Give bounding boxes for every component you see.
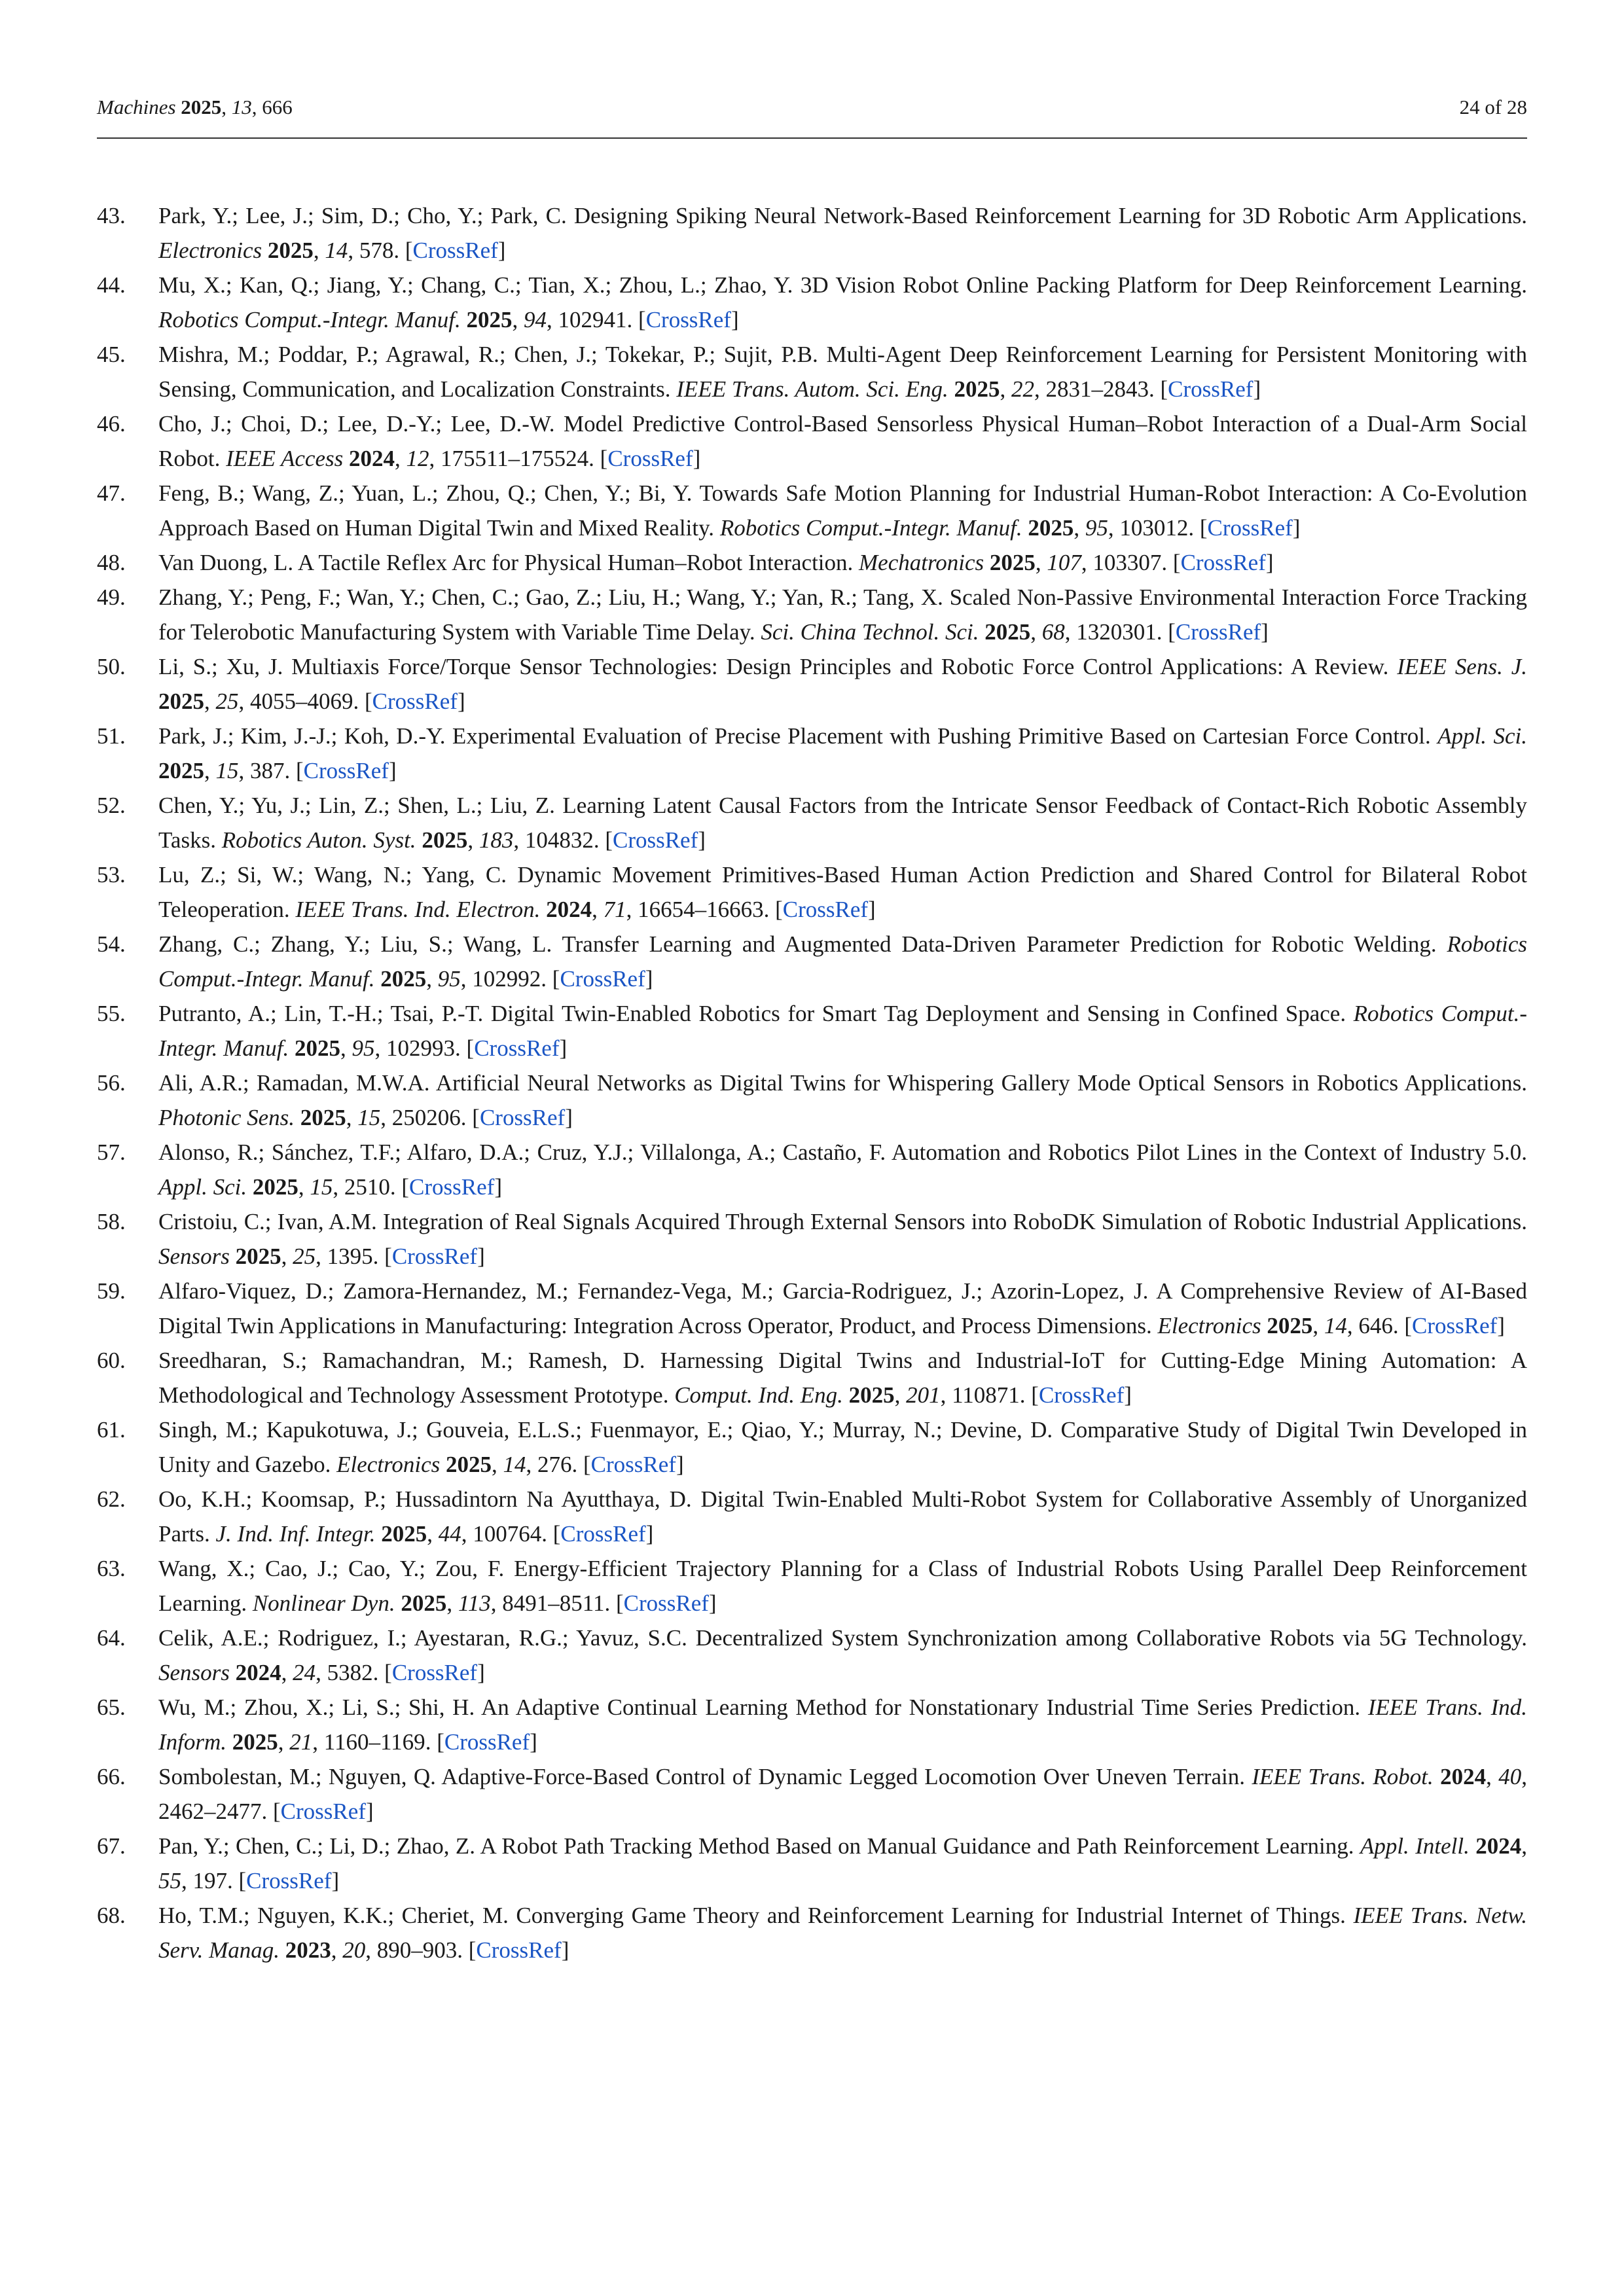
reference-text: Singh, M.; Kapukotuwa, J.; Gouveia, E.L.S.; Fuenmayor, E.; Qiao, Y.; Murray, N.; Devine, D. Comparative Study of Digital Twin Developed in Unity and Gazebo. [158,1417,1527,1477]
reference-number: 56. [97,1070,126,1096]
reference-pages: 646 [1358,1313,1393,1338]
crossref-link[interactable]: CrossRef [623,1590,709,1616]
reference-volume: 107 [1047,550,1081,575]
journal-citation: Machines 2025, 13, 666 [97,96,293,118]
reference-pages: 175511–175524 [440,446,589,471]
reference-year: 2025 [466,307,513,332]
page-number: 24 of 28 [1459,96,1527,118]
crossref-link[interactable]: CrossRef [303,758,389,783]
reference-item: 62. Oo, K.H.; Koomsap, P.; Hussadintorn Na Ayutthaya, D. Digital Twin-Enabled Multi-Robot System for Collaborative Assembly of Unorganized Parts. J. Ind. Inf. Integr. 2025, 44, 100764. [CrossRef] [97,1482,1527,1551]
crossref-link[interactable]: CrossRef [391,1244,478,1269]
reference-text: Lu, Z.; Si, W.; Wang, N.; Yang, C. Dynamic Movement Primitives-Based Human Action Prediction and Shared Control for Bilateral Robot Teleoperation. [158,862,1527,922]
reference-journal: Appl. Intell. [1360,1833,1470,1859]
crossref-link[interactable]: CrossRef [612,827,698,853]
reference-text: Park, Y.; Lee, J.; Sim, D.; Cho, Y.; Park, C. Designing Spiking Neural Network-Based Reinforcement Learning for 3D Robotic Arm Applications. [158,203,1527,228]
reference-volume: 22 [1011,376,1034,402]
reference-year: 2024 [1440,1764,1487,1789]
reference-number: 46. [97,411,126,437]
page-header [97,92,1527,123]
reference-text: Alonso, R.; Sánchez, T.F.; Alfaro, D.A.; Cruz, Y.J.; Villalonga, A.; Castaño, F. Automation and Robotics Pilot Lines in the Context of Industry 5.0. [158,1139,1527,1165]
reference-item: 61. Singh, M.; Kapukotuwa, J.; Gouveia, E.L.S.; Fuenmayor, E.; Qiao, Y.; Murray, N.; Devine, D. Comparative Study of Digital Twin Developed in Unity and Gazebo. Electronics 2025, 14, 276. [CrossRef] [97,1412,1527,1482]
reference-text: Celik, A.E.; Rodriguez, I.; Ayestaran, R.G.; Yavuz, S.C. Decentralized System Synchronization among Collaborative Robots via 5G Technology. [158,1625,1527,1651]
reference-volume: 15 [215,758,239,783]
reference-text: Cho, J.; Choi, D.; Lee, D.-Y.; Lee, D.-W. Model Predictive Control-Based Sensorless Physical Human–Robot Interaction of a Dual-Arm Social Robot. [158,411,1527,471]
reference-text: Sombolestan, M.; Nguyen, Q. Adaptive-Force-Based Control of Dynamic Legged Locomotion Over Uneven Terrain. [158,1764,1245,1789]
reference-item: 44. Mu, X.; Kan, Q.; Jiang, Y.; Chang, C.; Tian, X.; Zhou, L.; Zhao, Y. 3D Vision Robot Online Packing Platform for Deep Reinforcement Learning. Robotics Comput.-Integr. Manuf. 2025, 94, 102941. [CrossRef] [97,268,1527,337]
journal-name: Machines [97,96,176,118]
reference-journal: Robotics Auton. Syst. [221,827,416,853]
reference-text: Wang, X.; Cao, J.; Cao, Y.; Zou, F. Energy-Efficient Trajectory Planning for a Class of Industrial Robots Using Parallel Deep Reinforcement Learning. [158,1556,1527,1616]
reference-number: 49. [97,584,126,610]
reference-pages: 1395 [327,1244,373,1269]
reference-journal: IEEE Access [226,446,344,471]
crossref-link[interactable]: CrossRef [1207,515,1293,541]
reference-volume: 15 [310,1174,333,1200]
reference-year: 2025 [848,1382,895,1408]
reference-year: 2025 [984,619,1031,645]
reference-journal: Appl. Sci. [158,1174,247,1200]
reference-number: 53. [97,862,126,888]
reference-year: 2025 [252,1174,298,1200]
crossref-link[interactable]: CrossRef [372,689,458,714]
reference-year: 2025 [267,238,314,263]
crossref-link[interactable]: CrossRef [280,1799,366,1824]
reference-year: 2025 [954,376,1000,402]
reference-journal: Electronics [158,238,262,263]
reference-volume: 95 [1085,515,1108,541]
crossref-link[interactable]: CrossRef [474,1035,560,1061]
reference-number: 55. [97,1001,126,1026]
reference-number: 58. [97,1209,126,1234]
reference-number: 47. [97,480,126,506]
reference-number: 66. [97,1764,126,1789]
crossref-link[interactable]: CrossRef [479,1105,566,1130]
crossref-link[interactable]: CrossRef [246,1868,332,1893]
reference-item: 58. Cristoiu, C.; Ivan, A.M. Integration of Real Signals Acquired Through External Sensors into RoboDK Simulation of Robotic Industrial Applications. Sensors 2025, 25, 1395. [CrossRef] [97,1204,1527,1274]
reference-volume: 71 [603,897,626,922]
reference-journal: Robotics Comput.-Integr. Manuf. [719,515,1022,541]
reference-journal: Appl. Sci. [1437,723,1527,749]
reference-year: 2025 [989,550,1036,575]
reference-item: 45. Mishra, M.; Poddar, P.; Agrawal, R.; Chen, J.; Tokekar, P.; Sujit, P.B. Multi-Agent Deep Reinforcement Learning for Persistent Monitoring with Sensing, Communication, and Localization Constraints. IEEE Trans. Autom. Sci. Eng. 2025, 22, 2831–2843. [CrossRef] [97,337,1527,406]
reference-number: 44. [97,272,126,298]
reference-number: 68. [97,1903,126,1928]
reference-item: 66. Sombolestan, M.; Nguyen, Q. Adaptive-Force-Based Control of Dynamic Legged Locomotion Over Uneven Terrain. IEEE Trans. Robot. 2024, 40, 2462–2477. [CrossRef] [97,1759,1527,1829]
reference-pages: 2462–2477 [158,1799,262,1824]
reference-pages: 2510 [344,1174,390,1200]
reference-journal: Sensors [158,1244,230,1269]
reference-pages: 102941 [558,307,627,332]
reference-pages: 102993 [386,1035,456,1061]
crossref-link[interactable]: CrossRef [1168,376,1254,402]
reference-text: Ali, A.R.; Ramadan, M.W.A. Artificial Neural Networks as Digital Twins for Whispering Gallery Mode Optical Sensors in Robotics Applications. [158,1070,1527,1096]
reference-journal: Comput. Ind. Eng. [674,1382,843,1408]
reference-text: Cristoiu, C.; Ivan, A.M. Integration of Real Signals Acquired Through External Sensors into RoboDK Simulation of Robotic Industrial Applications. [158,1209,1527,1234]
reference-journal: Robotics Comput.-Integr. Manuf. [158,1001,1527,1061]
reference-year: 2023 [285,1937,331,1963]
reference-item: 63. Wang, X.; Cao, J.; Cao, Y.; Zou, F. Energy-Efficient Trajectory Planning for a Class of Industrial Robots Using Parallel Deep Reinforcement Learning. Nonlinear Dyn. 2025, 113, 8491–8511. [CrossRef] [97,1551,1527,1621]
reference-text: Wu, M.; Zhou, X.; Li, S.; Shi, H. An Adaptive Continual Learning Method for Nonstationary Industrial Time Series Prediction. [158,1695,1361,1720]
reference-year: 2025 [381,1521,427,1547]
reference-text: Ho, T.M.; Nguyen, K.K.; Cheriet, M. Converging Game Theory and Reinforcement Learning for Industrial Internet of Things. [158,1903,1346,1928]
reference-text: Putranto, A.; Lin, T.-H.; Tsai, P.-T. Digital Twin-Enabled Robotics for Smart Tag Deployment and Sensing in Confined Space. [158,1001,1346,1026]
reference-item: 67. Pan, Y.; Chen, C.; Li, D.; Zhao, Z. A Robot Path Tracking Method Based on Manual Guidance and Path Reinforcement Learning. Appl. Intell. 2024, 55, 197. [CrossRef] [97,1829,1527,1898]
reference-item: 43. Park, Y.; Lee, J.; Sim, D.; Cho, Y.; Park, C. Designing Spiking Neural Network-Based Reinforcement Learning for 3D Robotic Arm Applications. Electronics 2025, 14, 578. [CrossRef] [97,198,1527,268]
reference-year: 2025 [401,1590,447,1616]
reference-text: Li, S.; Xu, J. Multiaxis Force/Torque Sensor Technologies: Design Principles and Robotic Force Control Applications: A Review. [158,654,1389,679]
crossref-link[interactable]: CrossRef [1412,1313,1498,1338]
crossref-link[interactable]: CrossRef [560,966,645,992]
reference-year: 2025 [422,827,468,853]
reference-year: 2025 [1267,1313,1313,1338]
reference-text: Mishra, M.; Poddar, P.; Agrawal, R.; Chen, J.; Tokekar, P.; Sujit, P.B. Multi-Agent Deep Reinforcement Learning for Persistent Monitoring with Sensing, Communication, and Localization Constraints. [158,342,1527,402]
reference-year: 2024 [1475,1833,1522,1859]
reference-item: 68. Ho, T.M.; Nguyen, K.K.; Cheriet, M. Converging Game Theory and Reinforcement Learning for Industrial Internet of Things. IEEE Trans. Netw. Serv. Manag. 2023, 20, 890–903. [CrossRef] [97,1898,1527,1967]
reference-pages: 110871 [952,1382,1020,1408]
reference-volume: 44 [438,1521,461,1547]
reference-journal: IEEE Trans. Autom. Sci. Eng. [676,376,948,402]
reference-item: 53. Lu, Z.; Si, W.; Wang, N.; Yang, C. Dynamic Movement Primitives-Based Human Action Prediction and Shared Control for Bilateral Robot Teleoperation. IEEE Trans. Ind. Electron. 2024, 71, 16654–16663. [CrossRef] [97,857,1527,927]
reference-year: 2025 [235,1244,281,1269]
reference-text: Pan, Y.; Chen, C.; Li, D.; Zhao, Z. A Robot Path Tracking Method Based on Manual Guidance and Path Reinforcement Learning. [158,1833,1354,1859]
crossref-link[interactable]: CrossRef [590,1452,676,1477]
reference-item: 65. Wu, M.; Zhou, X.; Li, S.; Shi, H. An Adaptive Continual Learning Method for Nonstationary Industrial Time Series Prediction. IEEE Trans. Ind. Inform. 2025, 21, 1160–1169. [CrossRef] [97,1690,1527,1759]
crossref-link[interactable]: CrossRef [1180,550,1266,575]
reference-volume: 40 [1498,1764,1522,1789]
reference-volume: 55 [158,1868,181,1893]
crossref-link[interactable]: CrossRef [412,238,498,263]
reference-item: 49. Zhang, Y.; Peng, F.; Wan, Y.; Chen, C.; Gao, Z.; Liu, H.; Wang, Y.; Yan, R.; Tang, X. Scaled Non-Passive Environmental Interaction Force Tracking for Telerobotic Manufacturing System with Variable Time Delay. Sci. China Technol. Sci. 2025, 68, 1320301. [CrossRef] [97,580,1527,649]
reference-number: 63. [97,1556,126,1581]
journal-volume: 13 [231,96,252,118]
reference-list [97,198,1527,1967]
reference-pages: 103012 [1119,515,1189,541]
reference-number: 57. [97,1139,126,1165]
reference-volume: 14 [503,1452,526,1477]
reference-journal: Robotics Comput.-Integr. Manuf. [158,307,461,332]
reference-volume: 94 [524,307,547,332]
crossref-link[interactable]: CrossRef [391,1660,478,1685]
reference-volume: 24 [293,1660,316,1685]
reference-pages: 1160–1169 [323,1729,425,1755]
reference-volume: 15 [357,1105,381,1130]
reference-year: 2025 [446,1452,492,1477]
reference-year: 2024 [546,897,592,922]
reference-volume: 14 [1324,1313,1347,1338]
journal-year: 2025 [181,96,222,118]
crossref-link[interactable]: CrossRef [444,1729,530,1755]
reference-item: 51. Park, J.; Kim, J.-J.; Koh, D.-Y. Experimental Evaluation of Precise Placement with Pushing Primitive Based on Cartesian Force Control. Appl. Sci. 2025, 15, 387. [CrossRef] [97,719,1527,788]
reference-number: 52. [97,793,126,818]
reference-journal: Electronics [1157,1313,1261,1338]
reference-volume: 25 [215,689,239,714]
reference-volume: 95 [352,1035,375,1061]
crossref-link[interactable]: CrossRef [645,307,731,332]
reference-pages: 250206 [391,1105,461,1130]
reference-number: 62. [97,1486,126,1512]
reference-year: 2025 [1028,515,1074,541]
reference-volume: 14 [325,238,348,263]
crossref-link[interactable]: CrossRef [560,1521,646,1547]
reference-text: Park, J.; Kim, J.-J.; Koh, D.-Y. Experimental Evaluation of Precise Placement with Pushing Primitive Based on Cartesian Force Control. [158,723,1431,749]
reference-pages: 4055–4069 [250,689,353,714]
reference-item: 64. Celik, A.E.; Rodriguez, I.; Ayestaran, R.G.; Yavuz, S.C. Decentralized System Synchronization among Collaborative Robots via 5G Technology. Sensors 2024, 24, 5382. [CrossRef] [97,1621,1527,1690]
reference-item: 47. Feng, B.; Wang, Z.; Yuan, L.; Zhou, Q.; Chen, Y.; Bi, Y. Towards Safe Motion Planning for Industrial Human-Robot Interaction: A Co-Evolution Approach Based on Human Digital Twin and Mixed Reality. Robotics Comput.-Integr. Manuf. 2025, 95, 103012. [CrossRef] [97,476,1527,545]
reference-number: 54. [97,931,126,957]
reference-pages: 2831–2843 [1045,376,1149,402]
header-rule [97,137,1527,139]
reference-number: 65. [97,1695,126,1720]
reference-volume: 201 [906,1382,941,1408]
reference-volume: 25 [293,1244,316,1269]
reference-text: Van Duong, L. A Tactile Reflex Arc for Physical Human–Robot Interaction. [158,550,854,575]
reference-item: 50. Li, S.; Xu, J. Multiaxis Force/Torque Sensor Technologies: Design Principles and Robotic Force Control Applications: A Review. IEEE Sens. J. 2025, 25, 4055–4069. [CrossRef] [97,649,1527,719]
crossref-link[interactable]: CrossRef [409,1174,495,1200]
reference-item: 60. Sreedharan, S.; Ramachandran, M.; Ramesh, D. Harnessing Digital Twins and Industrial-IoT for Cutting-Edge Mining Automation: A Methodological and Technology Assessment Prototype. Comput. Ind. Eng. 2025, 201, 110871. [CrossRef] [97,1343,1527,1412]
reference-item: 57. Alonso, R.; Sánchez, T.F.; Alfaro, D.A.; Cruz, Y.J.; Villalonga, A.; Castaño, F. Automation and Robotics Pilot Lines in the Context of Industry 5.0. Appl. Sci. 2025, 15, 2510. [CrossRef] [97,1135,1527,1204]
reference-number: 64. [97,1625,126,1651]
reference-item: 46. Cho, J.; Choi, D.; Lee, D.-Y.; Lee, D.-W. Model Predictive Control-Based Sensorless Physical Human–Robot Interaction of a Dual-Arm Social Robot. IEEE Access 2024, 12, 175511–175524. [CrossRef] [97,406,1527,476]
reference-year: 2024 [348,446,395,471]
crossref-link[interactable]: CrossRef [476,1937,562,1963]
reference-item: 55. Putranto, A.; Lin, T.-H.; Tsai, P.-T. Digital Twin-Enabled Robotics for Smart Tag Deployment and Sensing in Confined Space. Robotics Comput.-Integr. Manuf. 2025, 95, 102993. [CrossRef] [97,996,1527,1066]
reference-text: Sreedharan, S.; Ramachandran, M.; Ramesh, D. Harnessing Digital Twins and Industrial-IoT for Cutting-Edge Mining Automation: A Methodological and Technology Assessment Prototype. [158,1348,1527,1408]
reference-text: Chen, Y.; Yu, J.; Lin, Z.; Shen, L.; Liu, Z. Learning Latent Causal Factors from the Intricate Sensor Feedback of Contact-Rich Robotic Assembly Tasks. [158,793,1527,853]
reference-text: Zhang, Y.; Peng, F.; Wan, Y.; Chen, C.; Gao, Z.; Liu, H.; Wang, Y.; Yan, R.; Tang, X. Scaled Non-Passive Environmental Interaction Force Tracking for Telerobotic Manufacturing System with Variable Time Delay. [158,584,1527,645]
reference-pages: 16654–16663 [638,897,764,922]
reference-text: Zhang, C.; Zhang, Y.; Liu, S.; Wang, L. Transfer Learning and Augmented Data-Driven Parameter Prediction for Robotic Welding. [158,931,1437,957]
reference-journal: Electronics [336,1452,441,1477]
crossref-link[interactable]: CrossRef [607,446,693,471]
article-number: 666 [262,96,293,118]
reference-number: 48. [97,550,126,575]
reference-journal: J. Ind. Inf. Integr. [215,1521,376,1547]
reference-journal: IEEE Trans. Ind. Electron. [295,897,541,922]
reference-text: Mu, X.; Kan, Q.; Jiang, Y.; Chang, C.; Tian, X.; Zhou, L.; Zhao, Y. 3D Vision Robot Online Packing Platform for Deep Reinforcement Learning. [158,272,1527,298]
reference-text: Alfaro-Viquez, D.; Zamora-Hernandez, M.; Fernandez-Vega, M.; Garcia-Rodriguez, J.; Azorin-Lopez, J. A Comprehensive Review of AI-Based Digital Twin Applications in Manufacturing: Integration Across Operator, Product, and Process Dimensions. [158,1278,1527,1338]
reference-number: 51. [97,723,126,749]
reference-item: 54. Zhang, C.; Zhang, Y.; Liu, S.; Wang, L. Transfer Learning and Augmented Data-Driven Parameter Prediction for Robotic Welding. Robotics Comput.-Integr. Manuf. 2025, 95, 102992. [CrossRef] [97,927,1527,996]
reference-number: 50. [97,654,126,679]
reference-volume: 21 [289,1729,313,1755]
reference-pages: 100764 [473,1521,542,1547]
reference-pages: 578 [359,238,394,263]
reference-text: Oo, K.H.; Koomsap, P.; Hussadintorn Na Ayutthaya, D. Digital Twin-Enabled Multi-Robot System for Collaborative Assembly of Unorganized Parts. [158,1486,1527,1547]
reference-journal: IEEE Trans. Netw. Serv. Manag. [158,1903,1528,1963]
reference-pages: 104832 [524,827,594,853]
reference-pages: 5382 [327,1660,373,1685]
reference-item: 59. Alfaro-Viquez, D.; Zamora-Hernandez, M.; Fernandez-Vega, M.; Garcia-Rodriguez, J.; Azorin-Lopez, J. A Comprehensive Review of AI-Based Digital Twin Applications in Manufacturing: Integration Across Operator, Product, and Process Dimensions. Electronics 2025, 14, 646. [CrossRef] [97,1274,1527,1343]
reference-item: 48. Van Duong, L. A Tactile Reflex Arc for Physical Human–Robot Interaction. Mechatronics 2025, 107, 103307. [CrossRef] [97,545,1527,580]
reference-journal: Sci. China Technol. Sci. [761,619,979,645]
reference-pages: 387 [250,758,285,783]
reference-journal: Mechatronics [859,550,984,575]
reference-pages: 197 [192,1868,227,1893]
reference-year: 2025 [158,758,204,783]
reference-number: 45. [97,342,126,367]
reference-pages: 102992 [472,966,541,992]
crossref-link[interactable]: CrossRef [782,897,869,922]
reference-volume: 20 [342,1937,366,1963]
reference-pages: 103307 [1092,550,1162,575]
reference-journal: Robotics Comput.-Integr. Manuf. [158,931,1527,992]
reference-number: 59. [97,1278,126,1304]
reference-item: 52. Chen, Y.; Yu, J.; Lin, Z.; Shen, L.; Liu, Z. Learning Latent Causal Factors from the Intricate Sensor Feedback of Contact-Rich Robotic Assembly Tasks. Robotics Auton. Syst. 2025, 183, 104832. [CrossRef] [97,788,1527,857]
reference-journal: Nonlinear Dyn. [252,1590,395,1616]
reference-journal: Photonic Sens. [158,1105,295,1130]
reference-number: 60. [97,1348,126,1373]
reference-pages: 8491–8511 [502,1590,605,1616]
reference-number: 61. [97,1417,126,1443]
reference-volume: 12 [406,446,429,471]
reference-pages: 1320301 [1076,619,1157,645]
reference-year: 2024 [235,1660,281,1685]
reference-volume: 113 [458,1590,491,1616]
reference-year: 2025 [158,689,204,714]
reference-journal: Sensors [158,1660,230,1685]
reference-year: 2025 [380,966,427,992]
reference-volume: 68 [1041,619,1065,645]
reference-journal: IEEE Sens. J. [1397,654,1528,679]
reference-pages: 276 [537,1452,572,1477]
reference-item: 56. Ali, A.R.; Ramadan, M.W.A. Artificial Neural Networks as Digital Twins for Whispering Gallery Mode Optical Sensors in Robotics Applications. Photonic Sens. 2025, 15, 250206. [CrossRef] [97,1066,1527,1135]
reference-volume: 183 [478,827,514,853]
reference-year: 2025 [232,1729,278,1755]
crossref-link[interactable]: CrossRef [1175,619,1261,645]
reference-year: 2025 [295,1035,341,1061]
reference-number: 67. [97,1833,126,1859]
reference-pages: 890–903 [376,1937,458,1963]
reference-journal: IEEE Trans. Ind. Inform. [158,1695,1527,1755]
reference-text: Feng, B.; Wang, Z.; Yuan, L.; Zhou, Q.; Chen, Y.; Bi, Y. Towards Safe Motion Planning for Industrial Human-Robot Interaction: A Co-Evolution Approach Based on Human Digital Twin and Mixed Reality. [158,480,1527,541]
reference-volume: 95 [437,966,461,992]
reference-number: 43. [97,203,126,228]
reference-journal: IEEE Trans. Robot. [1252,1764,1434,1789]
crossref-link[interactable]: CrossRef [1038,1382,1125,1408]
reference-year: 2025 [300,1105,346,1130]
